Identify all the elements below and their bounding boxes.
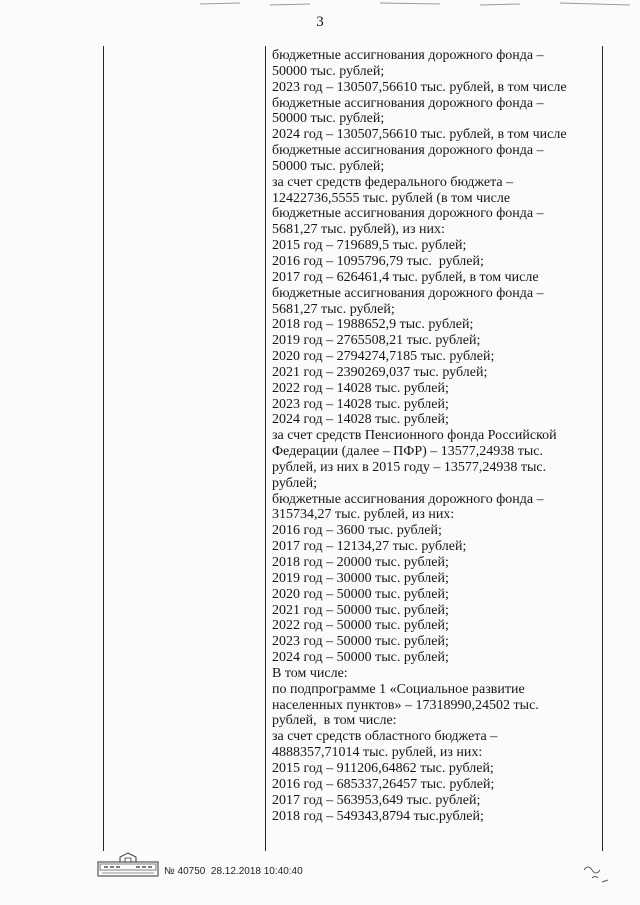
table-text-line: рублей, в том числе: — [272, 713, 397, 729]
table-text-line: 2017 год – 626461,4 тыс. рублей, в том числе — [272, 269, 539, 285]
table-text-line: рублей, из них в 2015 году – 13577,24938 тыс. — [272, 459, 547, 475]
document-footer — [96, 852, 396, 880]
table-text-line: 2015 год – 719689,5 тыс. рублей; — [272, 238, 467, 254]
table-text-line: 5681,27 тыс. рублей), из них: — [272, 222, 445, 238]
table-text-line: рублей; — [272, 475, 317, 491]
table-text-line: 4888357,71014 тыс. рублей, из них: — [272, 745, 483, 761]
table-text-line: 2023 год – 130507,56610 тыс. рублей, в том числе — [272, 79, 567, 95]
table-text-line: бюджетные ассигнования дорожного фонда – — [272, 285, 544, 301]
table-text-line: 5681,27 тыс. рублей; — [272, 301, 395, 317]
table-text-line: 2018 год – 1988652,9 тыс. рублей; — [272, 317, 474, 333]
table-text-line: за счет средств областного бюджета – — [272, 729, 498, 745]
table-text-line: 2023 год – 50000 тыс. рублей; — [272, 634, 449, 650]
table-text-line: 50000 тыс. рублей; — [272, 111, 385, 127]
table-text-line: 2016 год – 685337,26457 тыс. рублей; — [272, 776, 495, 792]
table-text-line: 50000 тыс. рублей; — [272, 63, 385, 79]
table-text-line: 2017 год – 563953,649 тыс. рублей; — [272, 792, 481, 808]
handwritten-margin-mark — [578, 860, 618, 890]
table-text-line: за счет средств федерального бюджета – — [272, 174, 514, 190]
table-text-line: 2016 год – 3600 тыс. рублей; — [272, 523, 442, 539]
footer-date: 28.12.2018 — [210, 866, 261, 877]
table-text-line: 50000 тыс. рублей; — [272, 158, 385, 174]
table-left-column — [104, 46, 265, 851]
page-number: 3 — [316, 14, 324, 30]
table-text-line: за счет средств Пенсионного фонда Российской — [272, 428, 557, 444]
table-text-line: 2016 год – 1095796,79 тыс. рублей; — [272, 253, 484, 269]
table-text-line: 2020 год – 2794274,7185 тыс. рублей; — [272, 349, 495, 365]
table-text-line: 2024 год – 14028 тыс. рублей; — [272, 412, 449, 428]
table-text-line: бюджетные ассигнования дорожного фонда – — [272, 48, 544, 63]
table-text-line: В том числе: — [272, 665, 348, 681]
table-text-line: 12422736,5555 тыс. рублей (в том числе — [272, 190, 511, 206]
table-text-line: по подпрограмме 1 «Социальное развитие — [272, 681, 525, 697]
table-text-line: 2017 год – 12134,27 тыс. рублей; — [272, 539, 467, 555]
document-table — [103, 46, 603, 851]
registry-stamp-logo — [96, 852, 160, 878]
table-text-line: 2015 год – 911206,64862 тыс. рублей; — [272, 760, 494, 776]
footer-time: 10:40:40 — [263, 866, 303, 877]
table-text-line: бюджетные ассигнования дорожного фонда – — [272, 491, 544, 507]
table-text-line: 2019 год – 30000 тыс. рублей; — [272, 570, 449, 586]
table-text-line: 2020 год – 50000 тыс. рублей; — [272, 586, 449, 602]
table-text-line: 2022 год – 50000 тыс. рублей; — [272, 618, 449, 634]
table-text-line: бюджетные ассигнования дорожного фонда – — [272, 95, 544, 111]
table-text-line: 2023 год – 14028 тыс. рублей; — [272, 396, 449, 412]
footer-document-number: № 40750 — [164, 866, 206, 877]
footer-registration-line — [164, 866, 303, 877]
table-text-line: 2019 год – 2765508,21 тыс. рублей; — [272, 333, 481, 349]
table-text-line: 315734,27 тыс. рублей, из них: — [272, 507, 455, 523]
table-text-line: бюджетные ассигнования дорожного фонда – — [272, 143, 544, 159]
scan-top-edge-marks — [180, 0, 640, 12]
table-text-line: 2021 год – 50000 тыс. рублей; — [272, 602, 449, 618]
table-text-line: населенных пунктов» – 17318990,24502 тыс. — [272, 697, 539, 713]
table-text-line: Федерации (далее – ПФР) – 13577,24938 тыс. — [272, 444, 544, 460]
table-right-column — [272, 48, 598, 824]
table-text-line: 2024 год – 130507,56610 тыс. рублей, в том числе — [272, 127, 567, 143]
table-text-line: 2024 год – 50000 тыс. рублей; — [272, 650, 449, 666]
table-column-divider — [265, 46, 266, 851]
table-text-line: бюджетные ассигнования дорожного фонда – — [272, 206, 544, 222]
table-text-line: 2018 год – 549343,8794 тыс.рублей; — [272, 808, 484, 824]
table-text-line: 2022 год – 14028 тыс. рублей; — [272, 380, 449, 396]
table-text-line: 2021 год – 2390269,037 тыс. рублей; — [272, 364, 488, 380]
table-text-line: 2018 год – 20000 тыс. рублей; — [272, 555, 449, 570]
